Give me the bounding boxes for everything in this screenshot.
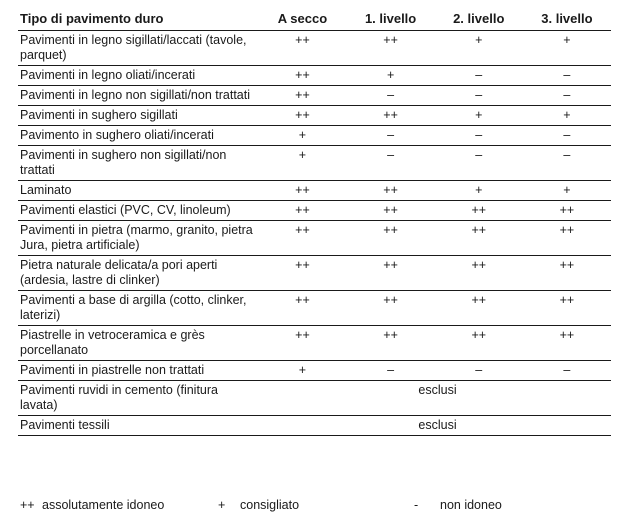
value-level-1: ++: [347, 181, 435, 201]
value-level-2: –: [435, 361, 523, 381]
table-row: [18, 326, 611, 361]
table-row: [18, 66, 611, 86]
excluded-value: esclusi: [258, 381, 611, 416]
value-level-1: ++: [347, 201, 435, 221]
table-row: [18, 146, 611, 181]
value-level-2: ++: [435, 326, 523, 361]
value-level-3: +: [523, 181, 611, 201]
legend-very-suitable-symbol: ++: [20, 498, 35, 512]
value-level-3: –: [523, 66, 611, 86]
value-level-2: –: [435, 126, 523, 146]
value-level-1: ++: [347, 31, 435, 66]
header-floor-type: Tipo di pavimento duro: [18, 8, 258, 31]
header-level-3: 3. livello: [523, 8, 611, 31]
value-level-2: –: [435, 66, 523, 86]
value-dry: +: [258, 126, 346, 146]
header-dry: A secco: [258, 8, 346, 31]
row-name: Pavimenti in legno non sigillati/non trattati: [18, 86, 258, 106]
table-row: [18, 31, 611, 66]
value-level-2: +: [435, 106, 523, 126]
value-dry: ++: [258, 31, 346, 66]
value-level-3: ++: [523, 221, 611, 256]
legend-recommended-symbol: +: [218, 498, 226, 512]
table-row: [18, 361, 611, 381]
value-level-3: +: [523, 31, 611, 66]
value-level-1: ++: [347, 291, 435, 326]
row-name: Pavimenti in pietra (marmo, granito, pietra Jura, pietra artificiale): [18, 221, 258, 256]
value-level-1: ++: [347, 256, 435, 291]
row-name: Pavimento in sughero oliati/incerati: [18, 126, 258, 146]
row-name: Pavimenti in sughero sigillati: [18, 106, 258, 126]
value-level-3: –: [523, 361, 611, 381]
value-level-1: +: [347, 66, 435, 86]
value-level-1: –: [347, 146, 435, 181]
row-name: Pavimenti in piastrelle non trattati: [18, 361, 258, 381]
row-name: Pavimenti elastici (PVC, CV, linoleum): [18, 201, 258, 221]
table-body: [18, 31, 611, 436]
value-level-2: ++: [435, 201, 523, 221]
value-level-3: –: [523, 86, 611, 106]
table-row: [18, 291, 611, 326]
table-row: [18, 221, 611, 256]
table-row: [18, 86, 611, 106]
value-level-1: ++: [347, 326, 435, 361]
value-dry: ++: [258, 326, 346, 361]
table-row: [18, 106, 611, 126]
table-row: [18, 256, 611, 291]
value-level-1: ++: [347, 106, 435, 126]
value-level-3: +: [523, 106, 611, 126]
value-level-1: ++: [347, 221, 435, 256]
value-dry: ++: [258, 291, 346, 326]
table-row: [18, 181, 611, 201]
value-level-3: ++: [523, 256, 611, 291]
value-level-2: +: [435, 31, 523, 66]
row-name: Pavimenti in legno sigillati/laccati (tavole, parquet): [18, 31, 258, 66]
value-level-2: –: [435, 86, 523, 106]
value-level-2: ++: [435, 221, 523, 256]
value-dry: ++: [258, 221, 346, 256]
value-level-3: ++: [523, 291, 611, 326]
value-dry: +: [258, 146, 346, 181]
value-level-1: –: [347, 86, 435, 106]
row-name: Pavimenti ruvidi in cemento (finitura lavata): [18, 381, 258, 416]
row-name: Laminato: [18, 181, 258, 201]
row-name: Pavimenti in legno oliati/incerati: [18, 66, 258, 86]
legend-very-suitable-text: assolutamente idoneo: [42, 498, 165, 512]
floor-suitability-table: [18, 8, 611, 436]
row-name: Pietra naturale delicata/a pori aperti (ardesia, lastre di clinker): [18, 256, 258, 291]
row-name: Pavimenti a base di argilla (cotto, clinker, laterizi): [18, 291, 258, 326]
header-level-2: 2. livello: [435, 8, 523, 31]
value-level-3: ++: [523, 326, 611, 361]
value-level-3: –: [523, 146, 611, 181]
value-level-2: –: [435, 146, 523, 181]
table-row: [18, 381, 611, 416]
value-dry: +: [258, 361, 346, 381]
table-header-row: [18, 8, 611, 31]
legend-not-suitable-symbol: -: [414, 498, 419, 512]
value-level-2: +: [435, 181, 523, 201]
legend-recommended-text: consigliato: [240, 498, 300, 512]
value-level-3: –: [523, 126, 611, 146]
value-level-2: ++: [435, 291, 523, 326]
value-dry: ++: [258, 181, 346, 201]
value-dry: ++: [258, 106, 346, 126]
table-row: [18, 416, 611, 436]
row-name: Piastrelle in vetroceramica e grès porcellanato: [18, 326, 258, 361]
value-level-3: ++: [523, 201, 611, 221]
table-row: [18, 126, 611, 146]
value-level-1: –: [347, 361, 435, 381]
row-name: Pavimenti tessili: [18, 416, 258, 436]
row-name: Pavimenti in sughero non sigillati/non trattati: [18, 146, 258, 181]
table-row: [18, 201, 611, 221]
value-dry: ++: [258, 66, 346, 86]
value-dry: ++: [258, 86, 346, 106]
excluded-value: esclusi: [258, 416, 611, 436]
value-dry: ++: [258, 256, 346, 291]
value-level-1: –: [347, 126, 435, 146]
legend-not-suitable-text: non idoneo: [440, 498, 502, 512]
header-level-1: 1. livello: [347, 8, 435, 31]
value-dry: ++: [258, 201, 346, 221]
value-level-2: ++: [435, 256, 523, 291]
